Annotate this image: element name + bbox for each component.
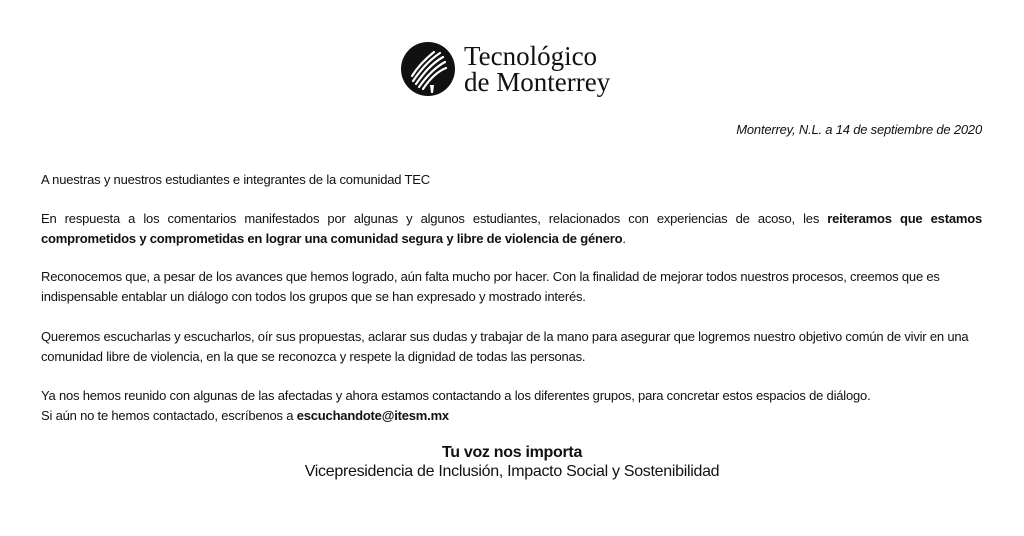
logo-wordmark [464,43,610,95]
paragraph-4-line-1: Ya nos hemos reunido con algunas de las afectadas y ahora estamos contactando a los diferentes grupos, para concretar estos espacios de diálogo. [41,388,871,403]
paragraph-3 [41,327,982,367]
paragraph-4 [41,386,982,426]
paragraph-1-end: . [622,231,626,246]
contact-email: escuchandote@itesm.mx [296,408,449,423]
paragraph-3-text: Queremos escucharlas y escucharlos, oír sus propuestas, aclarar sus dudas y trabajar de la mano para asegurar que logremos nuestro objetivo común de vivir en una comunidad libre de violencia, en la que se reconozca y respete la dignidad de todas las personas. [41,329,969,364]
paragraph-1-text: En respuesta a los comentarios manifestados por algunas y algunos estudiantes, relacionados con experiencias de acoso, les [41,211,828,226]
torch-flame-icon [400,41,456,97]
logo-line-1: Tecnológico [464,41,598,71]
greeting-text: A nuestras y nuestros estudiantes e integrantes de la comunidad TEC [41,172,430,187]
logo-line-2: de Monterrey [464,67,611,97]
paragraph-1 [41,209,982,249]
paragraph-1-bold: reiteramos que estamos comprometidos y comprometidas en lograr una comunidad segura y libre de violencia de género [41,211,982,246]
letter-date: Monterrey, N.L. a 14 de septiembre de 2020 [736,122,982,137]
paragraph-2 [41,267,982,307]
closing-office: Vicepresidencia de Inclusión, Impacto Social y Sostenibilidad [304,463,720,480]
paragraph-4-line-2: Si aún no te hemos contactado, escríbenos a [41,408,297,423]
closing-block [0,443,1024,481]
closing-motto: Tu voz nos importa [441,444,583,461]
paragraph-2-text: Reconocemos que, a pesar de los avances que hemos logrado, aún falta mucho por hacer. Con la finalidad de mejorar todos nuestros procesos, creemos que es indispensable entablar un diálogo con todos los grupos que se han expresado y mostrado interés. [41,269,940,304]
letter-greeting [41,170,982,190]
institution-logo [400,40,610,98]
